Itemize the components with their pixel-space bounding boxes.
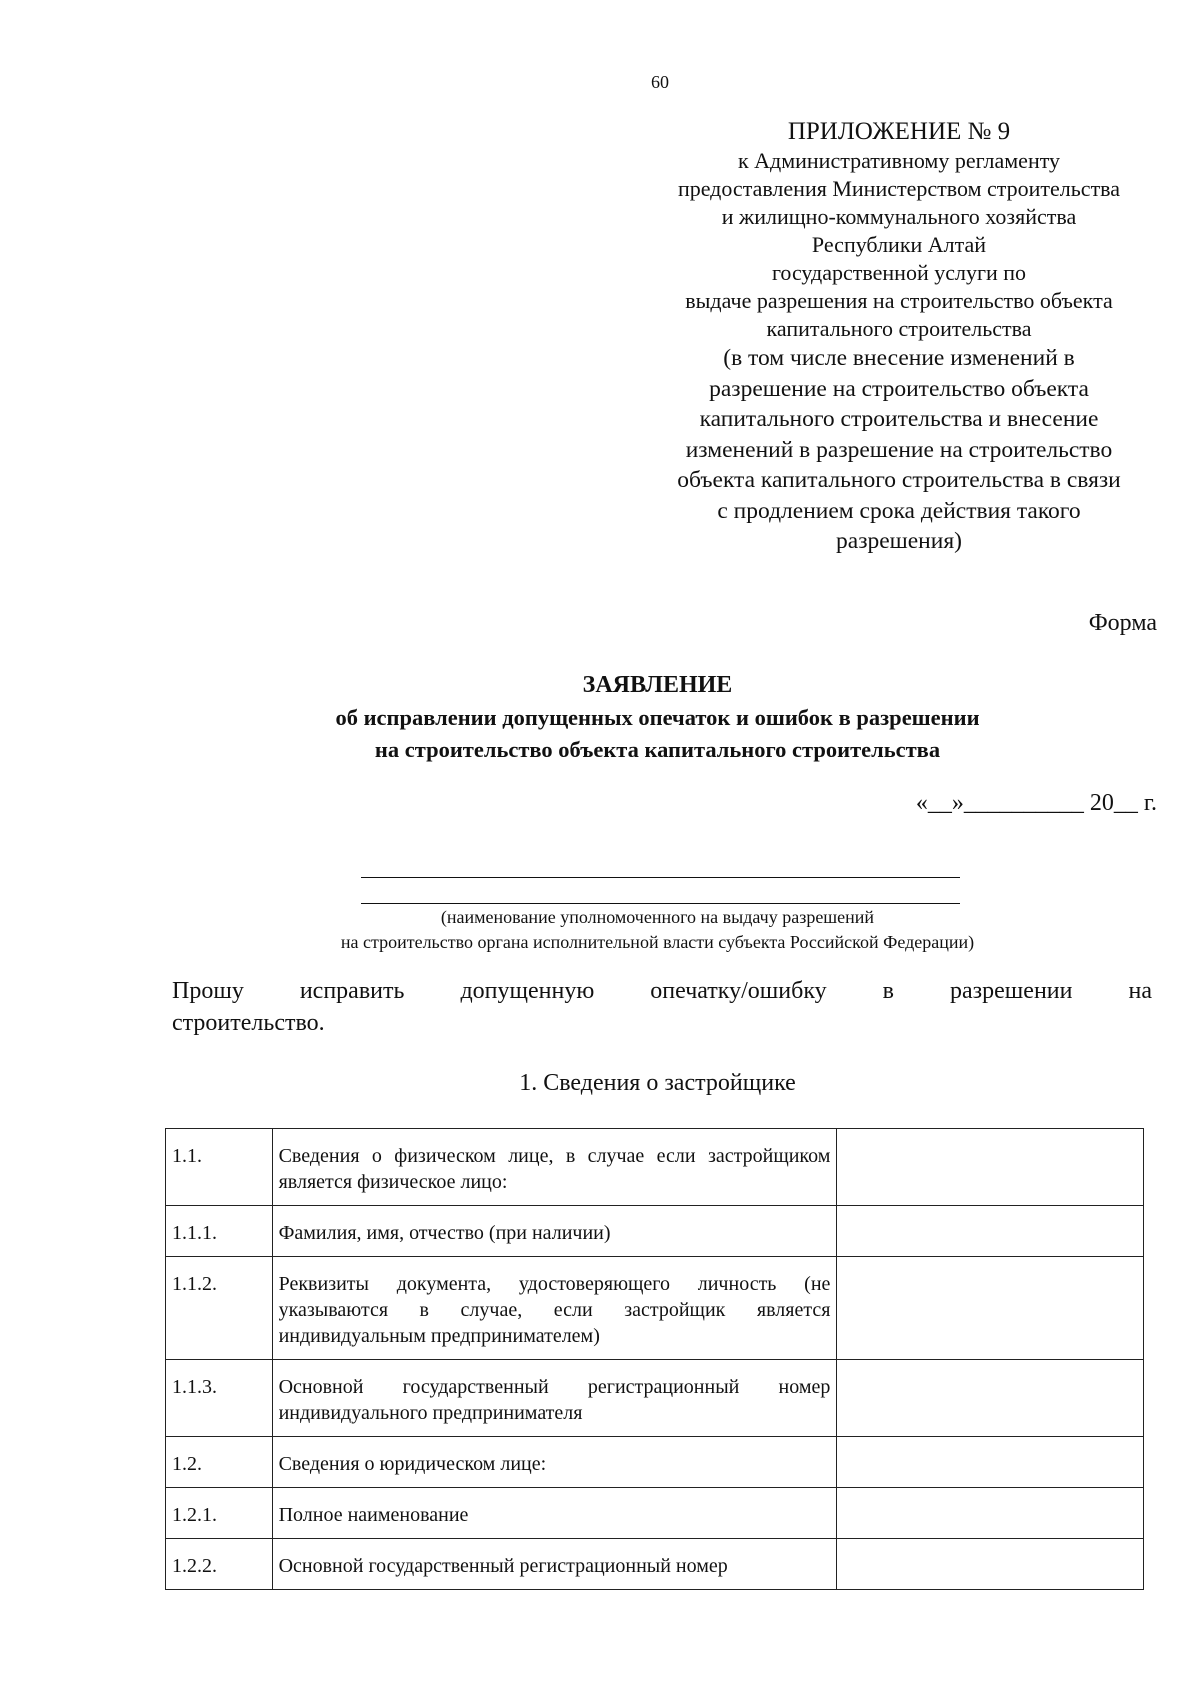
document-heading (160, 668, 1155, 766)
table-row (166, 1360, 1144, 1437)
date-field[interactable]: «__»__________ 20__ г. (915, 790, 1157, 816)
form-label: Форма (1088, 610, 1157, 636)
row-value-cell[interactable] (837, 1206, 1144, 1257)
row-value-cell[interactable] (837, 1437, 1144, 1488)
page-number: 60 (651, 72, 669, 92)
caption-line: на строительство органа исполнительной власти субъекта Российской Федерации) (340, 932, 975, 952)
row-label: Реквизиты документа, удостоверяющего личность (не указываются в случае, если застройщик является индивидуальным предпринимателем) (272, 1257, 837, 1360)
row-number: 1.1.1. (166, 1206, 273, 1257)
table-row (166, 1257, 1144, 1360)
table-row (166, 1206, 1144, 1257)
row-label: Основной государственный регистрационный номер индивидуального предпринимателя (272, 1360, 837, 1437)
row-label: Сведения о физическом лице, в случае если застройщиком является физическое лицо: (272, 1129, 837, 1206)
annex-paren-line: (в том числе внесение изменений в (723, 345, 1075, 371)
annex-paren-line: разрешения) (836, 528, 962, 554)
row-label: Основной государственный регистрационный номер (272, 1539, 837, 1590)
annex-line: Республики Алтай (811, 232, 987, 257)
row-number: 1.1. (166, 1129, 273, 1206)
annex-line: предоставления Министерством строительства (677, 176, 1121, 201)
document-title: ЗАЯВЛЕНИЕ (582, 672, 733, 698)
row-label: Фамилия, имя, отчество (при наличии) (272, 1206, 837, 1257)
row-number: 1.2. (166, 1437, 273, 1488)
row-value-cell[interactable] (837, 1257, 1144, 1360)
annex-paren-line: изменений в разрешение на строительство (685, 436, 1113, 463)
row-label: Полное наименование (272, 1488, 837, 1539)
annex-line: капитального строительства (766, 316, 1032, 341)
authority-caption (160, 905, 1155, 955)
authority-name-line[interactable] (361, 877, 960, 878)
table-row (166, 1437, 1144, 1488)
document-subtitle-line: на строительство объекта капитального строительства (374, 737, 941, 762)
row-value-cell[interactable] (837, 1539, 1144, 1590)
developer-info-table (165, 1128, 1144, 1590)
annex-block (638, 117, 1160, 557)
row-value-cell[interactable] (837, 1360, 1144, 1437)
annex-line: выдаче разрешения на строительство объекта (685, 288, 1113, 313)
annex-line: к Административному регламенту (737, 148, 1061, 173)
section-title: 1. Сведения о застройщике (519, 1070, 796, 1096)
table-row (166, 1539, 1144, 1590)
table-row (166, 1488, 1144, 1539)
annex-paren-line: капитального строительства и внесение (699, 406, 1099, 432)
row-value-cell[interactable] (837, 1488, 1144, 1539)
request-text-line: строительство. (172, 1010, 325, 1036)
row-number: 1.2.2. (166, 1539, 273, 1590)
annex-paren-line: разрешение на строительство объекта (709, 375, 1089, 402)
annex-line: государственной услуги по (771, 260, 1027, 285)
row-value-cell[interactable] (837, 1129, 1144, 1206)
row-number: 1.2.1. (166, 1488, 273, 1539)
row-number: 1.1.3. (166, 1360, 273, 1437)
annex-paren-line: объекта капитального строительства в связи (677, 467, 1121, 493)
request-text-line: Прошу исправить допущенную опечатку/ошибку в разрешении на (172, 978, 1152, 1004)
document-subtitle-line: об исправлении допущенных опечаток и ошибок в разрешении (335, 705, 980, 730)
table-row (166, 1129, 1144, 1206)
row-number: 1.1.2. (166, 1257, 273, 1360)
row-label: Сведения о юридическом лице: (272, 1437, 837, 1488)
annex-title: ПРИЛОЖЕНИЕ № 9 (787, 118, 1011, 145)
authority-name-line[interactable] (361, 903, 960, 904)
annex-line: и жилищно-коммунального хозяйства (721, 204, 1077, 229)
caption-line: (наименование уполномоченного на выдачу разрешений (440, 907, 875, 927)
annex-paren-line: с продлением срока действия такого (717, 497, 1081, 524)
